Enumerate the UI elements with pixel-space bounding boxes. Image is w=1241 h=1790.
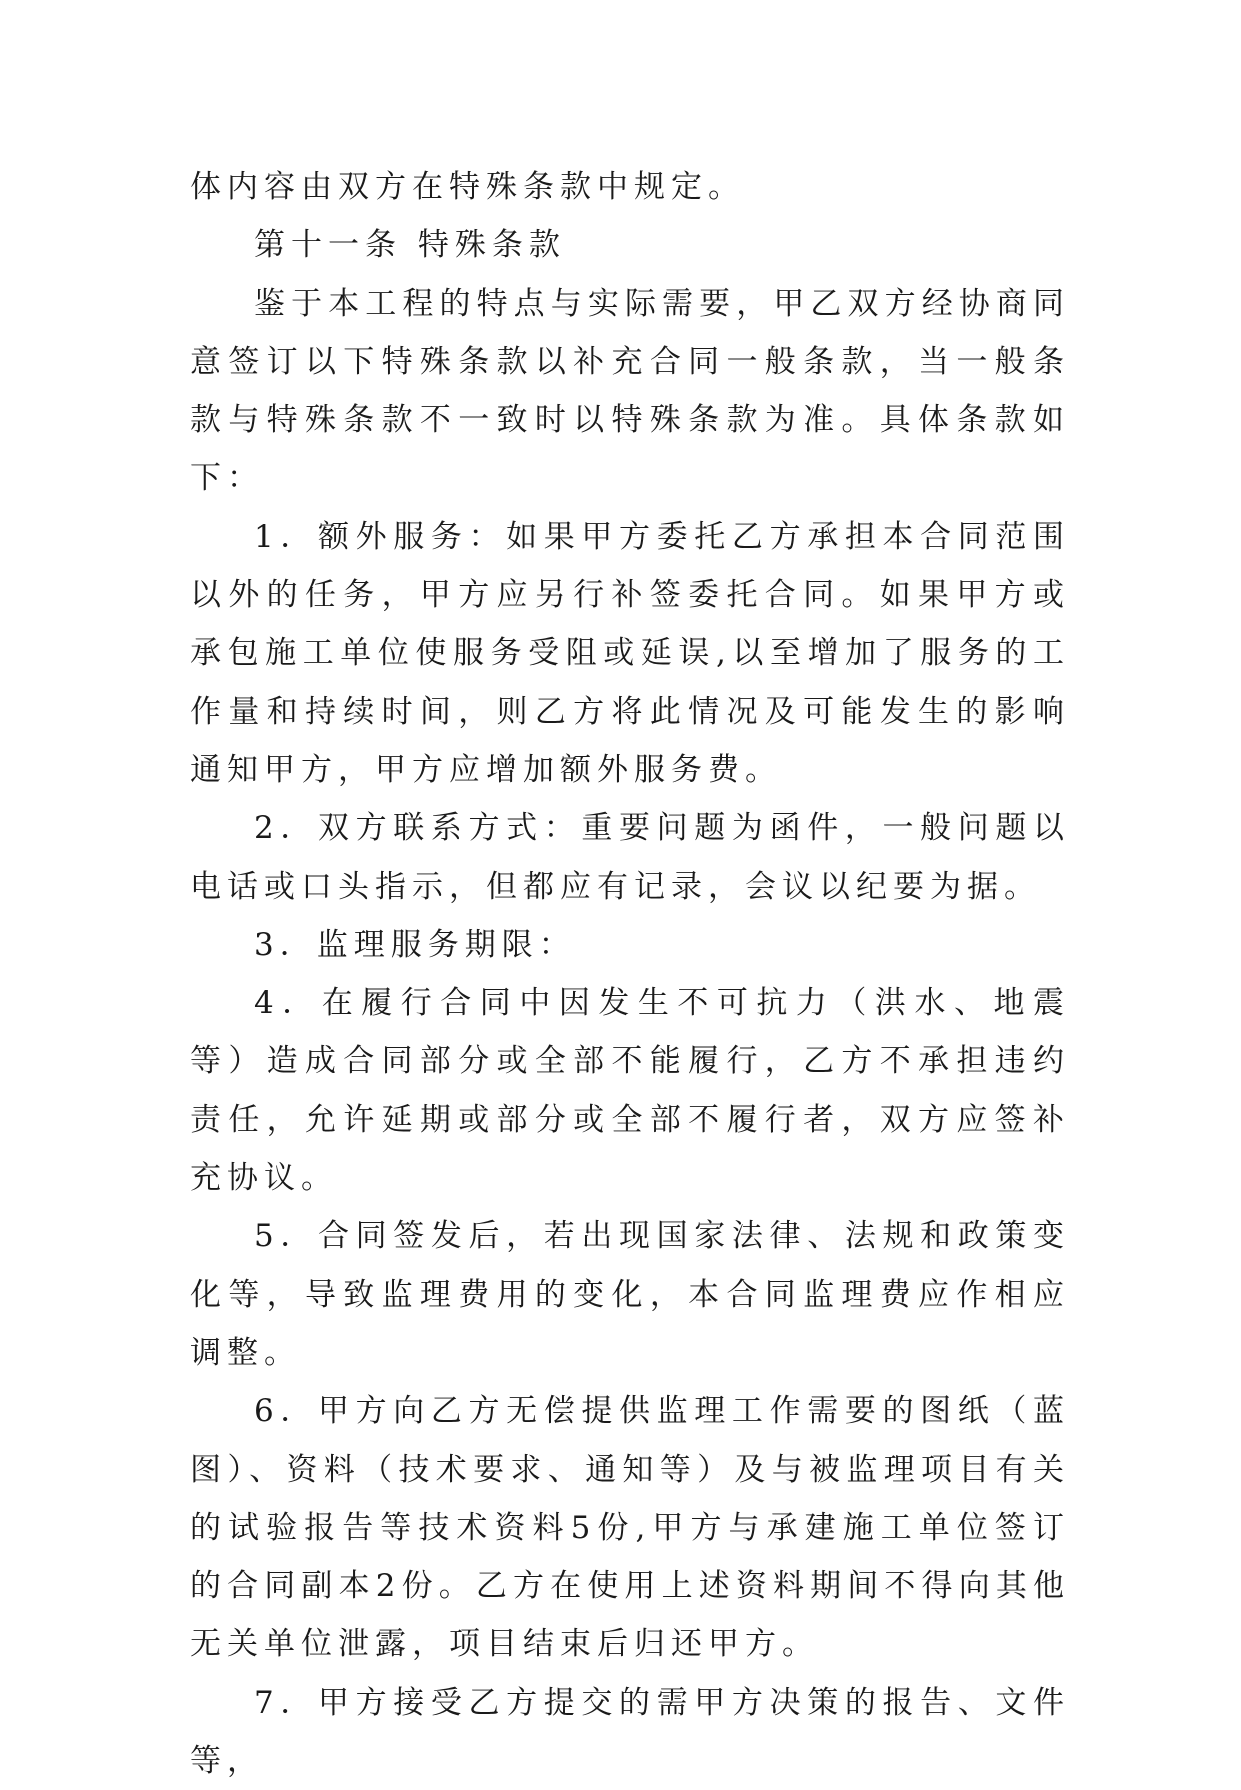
- clause-3: 3．监理服务期限：: [254, 926, 576, 963]
- clause-5: 5．合同签发后，若出现国家法律、法规和政策变化等，导致监理费用的变化，本合同监理费应作相应调整。: [190, 1218, 1070, 1371]
- clause-6: 6．甲方向乙方无偿提供监理工作需要的图纸（蓝图）、资料（技术要求、通知等）及与被监理项目有关的试验报告等技术资料5份,甲方与承建施工单位签订的合同副本2份。乙方在使用上述资料期间不得向其他无关单位泄露，项目结束后归还甲方。: [190, 1393, 1070, 1663]
- paragraph-intro: 鉴于本工程的特点与实际需要，甲乙双方经协商同意签订以下特殊条款以补充合同一般条款，当一般条款与特殊条款不一致时以特殊条款为准。具体条款如下：: [190, 285, 1070, 497]
- document-body: [190, 158, 1070, 1790]
- clause-2: 2．双方联系方式：重要问题为函件，一般问题以电话或口头指示，但都应有记录，会议以纪要为据。: [190, 810, 1070, 905]
- clause-1: 1．额外服务：如果甲方委托乙方承担本合同范围以外的任务，甲方应另行补签委托合同。如果甲方或承包施工单位使服务受阻或延误,以至增加了服务的工作量和持续时间，则乙方将此情况及可能发生的影响通知甲方，甲方应增加额外服务费。: [190, 518, 1070, 788]
- clause-7: 7．甲方接受乙方提交的需甲方决策的报告、文件等，: [190, 1684, 1070, 1780]
- paragraph-continuation: 体内容由双方在特殊条款中规定。: [190, 169, 745, 205]
- article-heading: 第十一条 特殊条款: [254, 227, 566, 264]
- clause-4: 4．在履行合同中因发生不可抗力（洪水、地震等）造成合同部分或全部不能履行，乙方不承担违约责任，允许延期或部分或全部不履行者，双方应签补充协议。: [190, 985, 1070, 1197]
